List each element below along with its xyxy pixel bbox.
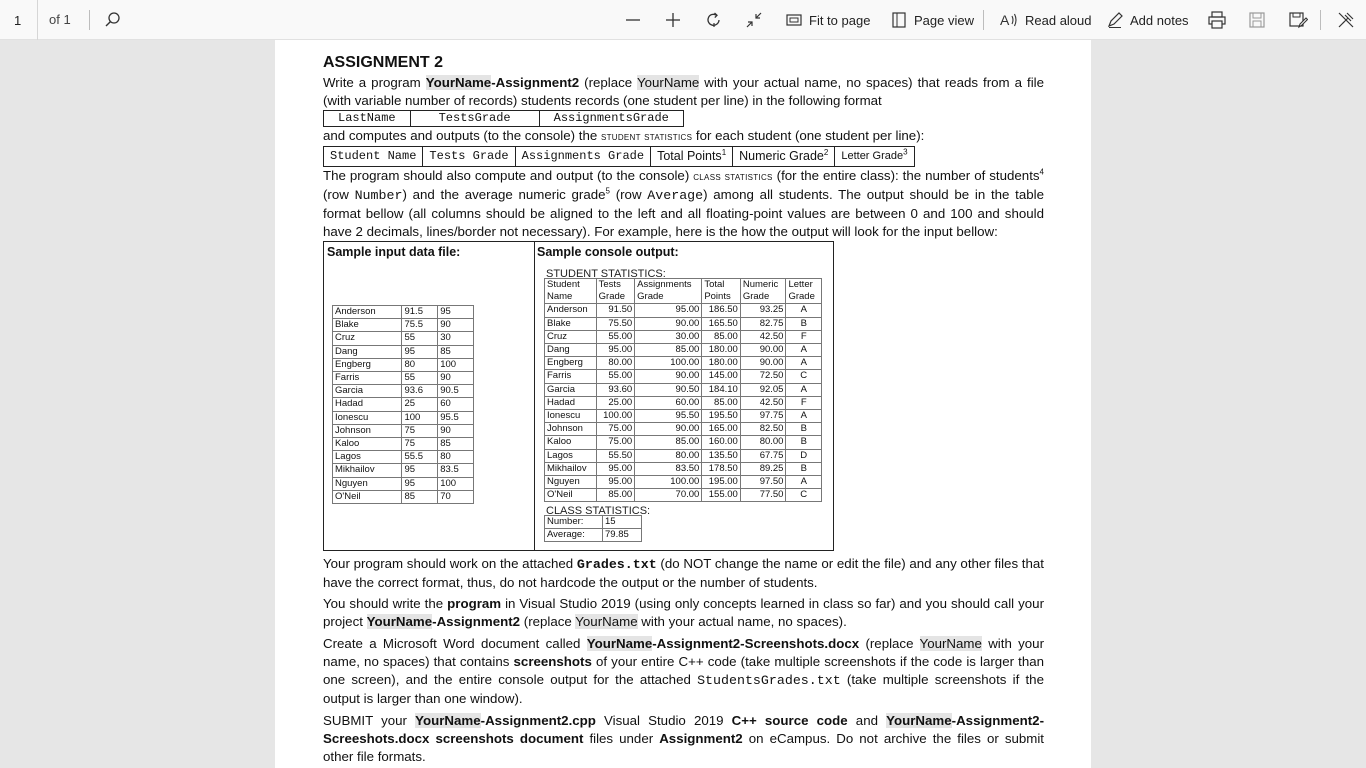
table-cell: 30 <box>438 332 474 345</box>
table-cell: Farris <box>545 370 597 383</box>
table-header-row <box>545 279 822 292</box>
read-aloud-icon <box>999 11 1019 29</box>
table-cell: 60 <box>438 398 474 411</box>
table-cell: 90 <box>438 319 474 332</box>
table-header-cell: Student <box>545 279 597 292</box>
table-cell: 160.00 <box>702 436 741 449</box>
svg-text:A: A <box>1000 12 1010 28</box>
table-cell: Johnson <box>333 424 402 437</box>
format-cell: Letter Grade$^3$ <box>835 147 914 167</box>
table-cell: Hadad <box>333 398 402 411</box>
table-cell: 85 <box>402 490 438 503</box>
table-cell: 55 <box>402 372 438 385</box>
table-cell: Blake <box>333 319 402 332</box>
table-row <box>333 424 474 437</box>
table-cell: 55.50 <box>596 449 635 462</box>
table-row <box>545 489 822 502</box>
table-header-cell: Letter <box>786 279 822 292</box>
table-cell: 70.00 <box>635 489 702 502</box>
table-cell: O'Neil <box>545 489 597 502</box>
table-cell: Engberg <box>333 358 402 371</box>
table-cell: 95 <box>438 306 474 319</box>
table-cell: 85.00 <box>635 436 702 449</box>
page-number-input[interactable] <box>0 0 38 40</box>
table-row <box>333 358 474 371</box>
table-row <box>545 317 822 330</box>
table-cell: 80.00 <box>635 449 702 462</box>
table-cell: Kaloo <box>545 436 597 449</box>
table-cell: Cruz <box>545 330 597 343</box>
table-cell: 90.00 <box>740 344 786 357</box>
table-cell: 186.50 <box>702 304 741 317</box>
minus-icon <box>624 11 642 29</box>
table-cell: 90 <box>438 372 474 385</box>
class-stats-title: CLASS STATISTICS: <box>546 505 651 517</box>
table-cell: 95.5 <box>438 411 474 424</box>
table-cell: 178.50 <box>702 462 741 475</box>
table-cell: 195.00 <box>702 476 741 489</box>
table-cell: 100 <box>438 477 474 490</box>
table-cell: 70 <box>438 490 474 503</box>
table-cell: 90.00 <box>635 317 702 330</box>
table-cell: Dang <box>545 344 597 357</box>
table-header-cell: Points <box>702 291 741 304</box>
table-cell: 15 <box>603 516 642 529</box>
rotate-button[interactable] <box>704 6 724 34</box>
table-cell: Anderson <box>545 304 597 317</box>
table-row <box>545 304 822 317</box>
table-row <box>545 462 822 475</box>
table-cell: 85.00 <box>596 489 635 502</box>
table-cell: 75 <box>402 424 438 437</box>
toolbar-divider <box>89 10 90 30</box>
table-cell: 90.5 <box>438 385 474 398</box>
table-cell: F <box>786 330 822 343</box>
table-cell: A <box>786 304 822 317</box>
table-cell: A <box>786 344 822 357</box>
table-cell: 95.50 <box>635 410 702 423</box>
search-button[interactable] <box>104 6 122 34</box>
table-cell: Blake <box>545 317 597 330</box>
print-button[interactable] <box>1207 6 1227 34</box>
table-cell: 95.00 <box>596 476 635 489</box>
table-cell: 93.60 <box>596 383 635 396</box>
read-aloud-button[interactable] <box>999 6 1092 34</box>
student-stats-table <box>544 278 822 502</box>
table-cell: 55.00 <box>596 370 635 383</box>
format-cell: Assignments Grade <box>515 147 650 167</box>
table-cell: 25 <box>402 398 438 411</box>
save-button[interactable] <box>1248 6 1266 34</box>
table-cell: 91.50 <box>596 304 635 317</box>
table-cell: 83.5 <box>438 464 474 477</box>
table-row <box>333 438 474 451</box>
format-cell: Tests Grade <box>423 147 515 167</box>
table-cell: 95.00 <box>596 462 635 475</box>
zoom-in-button[interactable] <box>664 6 682 34</box>
table-cell: Hadad <box>545 396 597 409</box>
format-cell: TestsGrade <box>410 111 539 127</box>
table-cell: 75.00 <box>596 436 635 449</box>
table-cell: 90.00 <box>635 370 702 383</box>
table-row <box>545 330 822 343</box>
class-stats-table <box>544 515 642 542</box>
read-aloud-label: Read aloud <box>1025 12 1092 28</box>
table-cell: 165.50 <box>702 317 741 330</box>
table-row <box>545 383 822 396</box>
table-cell: 93.25 <box>740 304 786 317</box>
table-cell: A <box>786 476 822 489</box>
rotate-icon <box>704 10 724 30</box>
table-cell: 145.00 <box>702 370 741 383</box>
table-cell: 90.00 <box>740 357 786 370</box>
table-cell: 100.00 <box>635 357 702 370</box>
pdf-toolbar <box>0 0 1366 40</box>
table-cell: Number: <box>545 516 603 529</box>
table-cell: 82.50 <box>740 423 786 436</box>
table-cell: B <box>786 462 822 475</box>
table-cell: 82.75 <box>740 317 786 330</box>
table-cell: 85.00 <box>702 330 741 343</box>
table-header-row <box>545 291 822 304</box>
table-cell: 90 <box>438 424 474 437</box>
table-row <box>333 477 474 490</box>
table-row <box>333 411 474 424</box>
table-row <box>333 345 474 358</box>
table-cell: 42.50 <box>740 396 786 409</box>
table-cell: 30.00 <box>635 330 702 343</box>
sample-input-table <box>332 305 474 504</box>
table-cell: 90.50 <box>635 383 702 396</box>
table-cell: B <box>786 423 822 436</box>
table-cell: Nguyen <box>545 476 597 489</box>
table-row <box>333 451 474 464</box>
table-cell: 100 <box>438 358 474 371</box>
table-header-cell: Tests <box>596 279 635 292</box>
save-icon <box>1248 11 1266 29</box>
sample-output-label: Sample console output: <box>537 245 679 259</box>
toolbar-divider <box>1320 10 1321 30</box>
output-format-table <box>323 146 915 167</box>
table-cell: 92.05 <box>740 383 786 396</box>
table-cell: 55.5 <box>402 451 438 464</box>
table-cell: 77.50 <box>740 489 786 502</box>
table-row <box>545 529 642 542</box>
format-cell: LastName <box>324 111 411 127</box>
table-cell: 80.00 <box>740 436 786 449</box>
search-icon <box>104 11 122 29</box>
table-row <box>333 398 474 411</box>
table-cell: 55.00 <box>596 330 635 343</box>
table-cell: 95 <box>402 477 438 490</box>
table-row <box>333 372 474 385</box>
table-cell: 67.75 <box>740 449 786 462</box>
table-cell: Johnson <box>545 423 597 436</box>
table-cell: 95.00 <box>596 344 635 357</box>
fit-to-page-button[interactable] <box>785 6 870 34</box>
table-cell: Ionescu <box>333 411 402 424</box>
save-as-icon <box>1288 10 1308 30</box>
unpin-icon <box>1337 11 1355 29</box>
table-row <box>545 423 822 436</box>
table-cell: A <box>786 357 822 370</box>
table-cell: C <box>786 489 822 502</box>
table-cell: Garcia <box>545 383 597 396</box>
table-row <box>333 319 474 332</box>
samples-divider <box>534 242 535 550</box>
format-cell: Student Name <box>324 147 423 167</box>
add-notes-label: Add notes <box>1130 12 1189 28</box>
table-header-cell: Grade <box>635 291 702 304</box>
table-cell: Lagos <box>333 451 402 464</box>
print-icon <box>1207 10 1227 30</box>
table-cell: 42.50 <box>740 330 786 343</box>
table-row <box>545 436 822 449</box>
table-cell: 100.00 <box>596 410 635 423</box>
table-header-cell: Grade <box>786 291 822 304</box>
table-cell: 25.00 <box>596 396 635 409</box>
document-content <box>323 52 1044 766</box>
table-cell: 155.00 <box>702 489 741 502</box>
table-cell: Garcia <box>333 385 402 398</box>
table-cell: Mikhailov <box>545 462 597 475</box>
table-row <box>333 490 474 503</box>
page-view-button[interactable] <box>890 6 974 34</box>
pin-toolbar-button[interactable] <box>1337 6 1355 34</box>
table-row <box>333 332 474 345</box>
samples-box <box>323 241 834 551</box>
table-cell: Lagos <box>545 449 597 462</box>
table-cell: O'Neil <box>333 490 402 503</box>
table-row <box>333 385 474 398</box>
paragraph-compute: and computes and outputs (to the console) the student statistics for each student (one student per line): <box>323 128 925 143</box>
table-cell: 60.00 <box>635 396 702 409</box>
table-row <box>545 370 822 383</box>
table-header-cell: Grade <box>740 291 786 304</box>
table-cell: 97.50 <box>740 476 786 489</box>
paragraph-intro: Write a program YourName-Assignment2 (replace YourName with your actual name, no spaces) that reads from a file (with variable number of records) students records (one student per line) in the following format <box>323 75 1044 108</box>
format-cell: Numeric Grade$^2$ <box>733 147 835 167</box>
table-cell: 97.75 <box>740 410 786 423</box>
input-format-table <box>323 110 684 127</box>
page-view-icon <box>890 11 908 29</box>
table-cell: Average: <box>545 529 603 542</box>
table-cell: Ionescu <box>545 410 597 423</box>
table-header-cell: Assignments <box>635 279 702 292</box>
table-cell: 95 <box>402 345 438 358</box>
table-cell: 100.00 <box>635 476 702 489</box>
table-row <box>545 396 822 409</box>
table-cell: Kaloo <box>333 438 402 451</box>
paragraph-word-doc: Create a Microsoft Word document called YourName-Assignment2-Screenshots.docx (replace YourName with your name, no spaces) that contains screenshots of your entire C++ code (take multiple screenshots if the code is larger than one screen), and the entire console output for the attached StudentsGrades.txt (take multiple screenshots if the output is larger than one window). <box>323 636 1045 706</box>
pen-icon <box>1106 11 1124 29</box>
table-cell: 80.00 <box>596 357 635 370</box>
table-cell: 75.00 <box>596 423 635 436</box>
table-cell: A <box>786 383 822 396</box>
table-cell: B <box>786 317 822 330</box>
add-notes-button[interactable] <box>1106 6 1189 34</box>
table-cell: 79.85 <box>603 529 642 542</box>
table-cell: 85.00 <box>702 396 741 409</box>
table-cell: 90.00 <box>635 423 702 436</box>
assignment-title: ASSIGNMENT 2 <box>323 54 444 71</box>
table-cell: F <box>786 396 822 409</box>
table-cell: 55 <box>402 332 438 345</box>
table-cell: 93.6 <box>402 385 438 398</box>
table-row <box>545 357 822 370</box>
plus-icon <box>664 11 682 29</box>
table-cell: 75 <box>402 438 438 451</box>
paragraph-submit: SUBMIT your YourName-Assignment2.cpp Visual Studio 2019 C++ source code and YourName-Assignment2-Screeshots.docx screenshots document files under Assignment2 on eCampus. Do not archive the files or submit other file formats. <box>323 713 1044 764</box>
paragraph-visual-studio: You should write the program in Visual Studio 2019 (using only concepts learned in class so far) and you should call your project YourName-Assignment2 (replace YourName with your actual name, no spaces). <box>323 596 1044 629</box>
table-cell: Farris <box>333 372 402 385</box>
table-cell: Nguyen <box>333 477 402 490</box>
table-cell: 195.50 <box>702 410 741 423</box>
table-cell: 85.00 <box>635 344 702 357</box>
table-row <box>545 476 822 489</box>
fit-width-button[interactable] <box>744 6 764 34</box>
table-cell: D <box>786 449 822 462</box>
table-cell: 80 <box>402 358 438 371</box>
table-header-cell: Name <box>545 291 597 304</box>
table-cell: A <box>786 410 822 423</box>
table-header-cell: Grade <box>596 291 635 304</box>
paragraph-class-stats: The program should also compute and output (to the console) class statistics (for the entire class): the number of students$^4$ (row Number) and the average numeric grade$^5$ (row Average) among all students. The output should be in the table format bellow (all columns should be aligned to the left and all floating-point values are between 0 and 100 and should have 2 decimals, lines/border not necessary). For example, here is the how the output will look for the input bellow: <box>323 167 1044 239</box>
sample-input-label: Sample input data file: <box>327 245 461 259</box>
zoom-out-button[interactable] <box>624 6 642 34</box>
table-cell: 100 <box>402 411 438 424</box>
table-row <box>545 344 822 357</box>
table-cell: 135.50 <box>702 449 741 462</box>
table-cell: Engberg <box>545 357 597 370</box>
table-cell: Anderson <box>333 306 402 319</box>
toolbar-divider <box>983 10 984 30</box>
collapse-arrows-icon <box>744 10 764 30</box>
table-cell: 180.00 <box>702 357 741 370</box>
table-cell: Cruz <box>333 332 402 345</box>
table-cell: Mikhailov <box>333 464 402 477</box>
page-number: 1 <box>14 12 22 28</box>
table-cell: 72.50 <box>740 370 786 383</box>
table-cell: 75.5 <box>402 319 438 332</box>
table-cell: 95 <box>402 464 438 477</box>
paragraph-file: Your program should work on the attached Grades.txt (do NOT change the name or edit the file) and any other files that have the correct format, thus, do not hardcode the output or the number of students. <box>323 556 1044 590</box>
format-cell: Total Points$^1$ <box>651 147 733 167</box>
table-row <box>545 410 822 423</box>
table-cell: 75.50 <box>596 317 635 330</box>
table-cell: C <box>786 370 822 383</box>
fit-page-icon <box>785 11 803 29</box>
table-header-cell: Numeric <box>740 279 786 292</box>
page-view-label: Page view <box>914 12 974 28</box>
student-stats-title: STUDENT STATISTICS: <box>546 268 666 280</box>
table-row <box>545 449 822 462</box>
table-cell: 91.5 <box>402 306 438 319</box>
table-cell: 180.00 <box>702 344 741 357</box>
page-count: of 1 <box>49 12 71 27</box>
table-row <box>333 306 474 319</box>
table-row <box>545 516 642 529</box>
table-cell: 184.10 <box>702 383 741 396</box>
table-cell: 95.00 <box>635 304 702 317</box>
table-cell: 83.50 <box>635 462 702 475</box>
fit-to-page-label: Fit to page <box>809 12 871 28</box>
pdf-page <box>275 40 1091 768</box>
table-cell: 85 <box>438 438 474 451</box>
table-cell: 85 <box>438 345 474 358</box>
table-cell: Dang <box>333 345 402 358</box>
format-cell: AssignmentsGrade <box>539 111 683 127</box>
table-cell: B <box>786 436 822 449</box>
table-row <box>333 464 474 477</box>
save-as-button[interactable] <box>1288 6 1308 34</box>
table-cell: 89.25 <box>740 462 786 475</box>
table-cell: 80 <box>438 451 474 464</box>
table-header-cell: Total <box>702 279 741 292</box>
table-cell: 165.00 <box>702 423 741 436</box>
